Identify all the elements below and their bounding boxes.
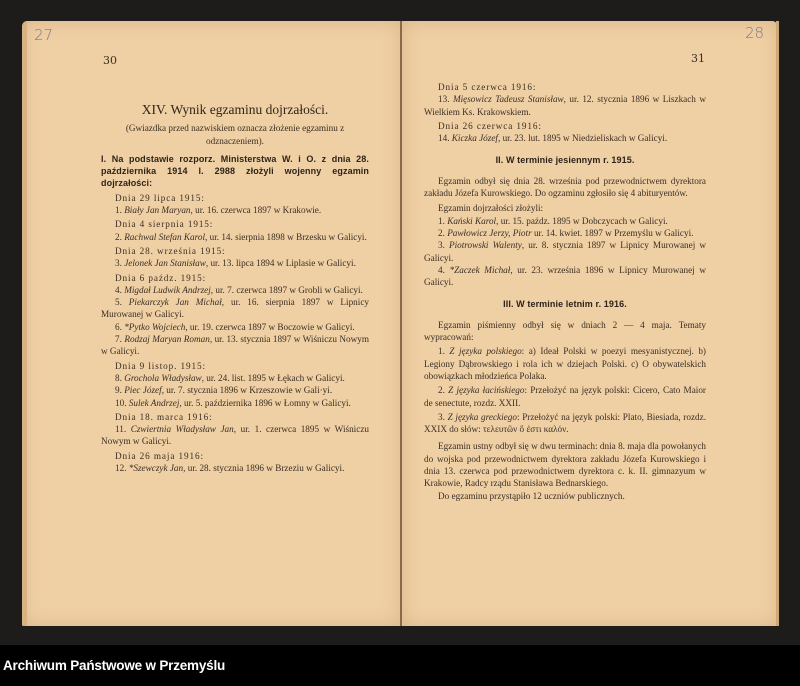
exam-date: Dnia 18. marca 1916: xyxy=(115,411,213,422)
entry-number: 11. xyxy=(115,424,131,435)
topic-subject: Z języka łacińskiego xyxy=(448,385,525,396)
student-name: Grochola Władysław xyxy=(124,372,202,383)
topic-number: 3. xyxy=(438,411,448,422)
right-page-text xyxy=(424,79,706,502)
student-name: Czwiertnia Władysław Jan xyxy=(130,424,234,435)
exam-date: Dnia 26 czerwca 1916: xyxy=(438,120,542,131)
birth-details: ur. 14. kwiet. 1897 w Przemyślu w Galicyi. xyxy=(531,227,694,238)
entry-number: 12. xyxy=(115,463,129,474)
topic-text: : Przełożyć na język polski: Cicero, Cato Maior de senectute, rozdz. XXII. xyxy=(424,385,706,408)
section-3-oral: Egzamin ustny odbył się w dwu terminach: dnia 8. maja dla powołanych do wojska pod przewodnictwem dyrektora zakładu Józefa Kurowskiego i dnia 13. czerwca pod przewodnictwem dyrektora c. k. II. gimnazyum w Krakowie, Radcy rządu Stanisława Bednarskiego. xyxy=(424,441,706,489)
birth-details: , ur. 14. sierpnia 1898 w Brzesku w Galicyi. xyxy=(205,231,367,242)
topic-subject: Z języka polskiego xyxy=(449,346,522,357)
student-name: Rachwal Stefan Karol xyxy=(124,231,205,242)
student-name: Jelonek Jan Stanisław xyxy=(124,258,206,269)
exam-date: Dnia 9 listop. 1915: xyxy=(115,360,206,371)
left-page-edge xyxy=(22,21,27,626)
student-name: Piekarczyk Jan Michał xyxy=(128,297,222,308)
student-name: Mięsowicz Tadeusz Stanisław xyxy=(452,94,564,105)
birth-details: , ur. 23. września 1896 w Lipnicy Murowanej w Galicyi. xyxy=(424,264,707,288)
topic-subject: Z języka greckiego xyxy=(447,411,517,422)
section-2-entries-list xyxy=(424,215,706,289)
title-note: (Gwiazdka przed nazwiskiem oznacza złożenie egzaminu z odznaczeniem). xyxy=(125,123,345,146)
student-entry xyxy=(424,215,706,227)
entry-number: 4. xyxy=(115,284,125,295)
student-name: *Zaczek Michał xyxy=(449,264,511,275)
entry-number: 1. xyxy=(438,215,448,226)
birth-details: , ur. 1. czerwca 1895 w Wiśniczu Nowym w Galicyi. xyxy=(101,424,369,447)
student-name: Biały Jan Maryan xyxy=(124,205,191,216)
entry-number: 5. xyxy=(115,297,129,308)
student-entry xyxy=(101,284,369,296)
exam-date: Dnia 26 maja 1916: xyxy=(115,450,204,461)
section-2-heading: II. W terminie jesiennym r. 1915. xyxy=(495,155,635,166)
section-2-passed: Egzamin dojrzałości złożyli: xyxy=(438,203,544,214)
printed-page-number-right: 31 xyxy=(691,52,705,65)
student-entry xyxy=(101,257,369,269)
birth-details: , ur. 7. stycznia 1896 w Krzeszowie w Gali·yi. xyxy=(161,385,333,396)
entry-number: 4. xyxy=(438,264,450,275)
student-name: *Szewczyk Jan xyxy=(128,463,184,474)
birth-details: , ur. 8. stycznia 1897 w Lipnicy Murowanej w Galicyi. xyxy=(424,240,706,263)
birth-details: , ur. 28. stycznia 1896 w Brzeziu w Galicyi. xyxy=(183,463,345,474)
section-1-heading: I. Na podstawie rozporz. Ministerstwa W. i O. z dnia 28. października 1914 l. 2988 złożyli wojenny egzamin dojrzałości: xyxy=(101,153,369,189)
birth-details: , ur. 15. paźdz. 1895 w Dobczycach w Galicyi. xyxy=(496,215,668,226)
entry-number: 7. xyxy=(115,334,125,345)
student-entry xyxy=(101,384,369,396)
left-entries-list xyxy=(101,192,369,475)
birth-details: , ur. 13. lipca 1894 w Liplasie w Galicyi. xyxy=(205,258,356,269)
student-entry xyxy=(101,321,369,333)
section-3-written: Egzamin piśmienny odbył się w dniach 2 — 4 maja. Tematy wypracowań: xyxy=(424,319,706,343)
student-entry xyxy=(101,333,369,358)
topic-text: : Przełożyć na język polski: Plato, Biesiada, rozdz. XXIX do słów: τελευτῶν ὅ ἐστι καλόν. xyxy=(424,411,706,435)
student-entry xyxy=(101,296,369,321)
birth-details: , ur. 23. lut. 1895 w Niedzieliskach w Galicyi. xyxy=(497,133,668,144)
entry-number: 10. xyxy=(115,397,129,408)
entry-number: 13. xyxy=(438,94,453,105)
student-entry xyxy=(424,264,706,289)
entry-number: 2. xyxy=(115,231,125,242)
student-name: Piec Józef xyxy=(124,385,162,396)
archive-caption: Archiwum Państwowe w Przemyślu xyxy=(3,658,226,673)
birth-details: , ur. 16. czerwca 1897 w Krakowie. xyxy=(190,205,322,216)
section-2-intro: Egzamin odbył się dnia 28. września pod przewodnictwem dyrektora zakładu Józefa Kurowskiego. Do ogzaminu zgłosiło się 4 abituryentów. xyxy=(424,175,706,199)
topic-number: 1. xyxy=(438,346,450,357)
student-entry xyxy=(424,93,706,118)
student-name: Migdał Ludwik Andrzej xyxy=(124,284,211,295)
birth-details: , ur. 12. stycznia 1896 w Liszkach w Wielkiem Ks. Krakowskiem. xyxy=(424,94,706,117)
student-name: Rodzaj Maryan Roman xyxy=(124,334,210,345)
birth-details: , ur. 19. czerwca 1897 w Boczowie w Galicyi. xyxy=(185,321,355,332)
birth-details: , ur. 16. sierpnia 1897 w Lipnicy Murowanej w Galicyi. xyxy=(101,297,369,320)
student-name: Pawłowicz Jerzy, Piotr xyxy=(447,227,532,238)
entry-number: 9. xyxy=(115,385,125,396)
exam-topic xyxy=(424,411,706,436)
student-entry xyxy=(424,239,706,264)
book-spine xyxy=(400,21,402,626)
archive-caption-bar xyxy=(0,645,800,686)
exam-date: Dnia 29 lipca 1915: xyxy=(115,192,205,203)
student-entry xyxy=(101,372,369,384)
entry-number: 2. xyxy=(438,227,448,238)
printed-page-number-left: 30 xyxy=(103,54,117,67)
topics-list xyxy=(424,345,706,435)
handwritten-page-number-right: 28 xyxy=(745,24,765,42)
student-name: *Pytko Wojciech xyxy=(124,321,186,332)
entry-number: 14. xyxy=(438,133,452,144)
entry-number: 3. xyxy=(115,258,125,269)
student-entry xyxy=(101,462,369,474)
exam-topic xyxy=(424,345,706,382)
entry-number: 8. xyxy=(115,372,125,383)
exam-date: Dnia 28. września 1915: xyxy=(115,245,226,256)
birth-details: , ur. 5. października 1896 w Łomny w Galicyi. xyxy=(179,397,351,408)
exam-date: Dnia 5 czerwca 1916: xyxy=(438,82,537,92)
topic-text: : a) Ideał Polski w poezyi mesyanistycznej. b) Legiony Dąbrowskiego i rola ich w dziejach Polski. c) O obywatelskich obowiązkach młodzieńca Polaka. xyxy=(424,346,706,381)
exam-date: Dnia 6 paźdz. 1915: xyxy=(115,272,207,283)
birth-details: , ur. 13. stycznia 1897 w Wiśniczu Nowym w Galicyi. xyxy=(101,334,369,357)
section-3-heading: III. W terminie letnim r. 1916. xyxy=(503,299,627,310)
birth-details: , ur. 7. czerwca 1897 w Grobli w Galicyi. xyxy=(210,284,363,295)
handwritten-page-number-left: 27 xyxy=(34,26,54,44)
exam-topic xyxy=(424,384,706,409)
student-entry xyxy=(424,132,706,144)
entry-number: 6. xyxy=(115,321,125,332)
left-page-text xyxy=(101,104,369,474)
exam-date: Dnia 4 sierpnia 1915: xyxy=(115,219,214,230)
topic-number: 2. xyxy=(438,385,449,396)
student-name: Piotrowski Walenty xyxy=(449,240,522,251)
entry-number: 3. xyxy=(438,240,449,251)
student-entry xyxy=(101,231,369,243)
student-entry xyxy=(101,423,369,448)
section-3-total: Do egzaminu przystąpiło 12 uczniów publicznych. xyxy=(438,490,625,501)
student-entry xyxy=(101,397,369,409)
student-name: Kiczka Józef xyxy=(451,133,498,144)
entry-number: 1. xyxy=(115,205,125,216)
student-name: Sulek Andrzej xyxy=(128,397,180,408)
page-title: XIV. Wynik egzaminu dojrzałości. xyxy=(141,102,329,117)
right-page-edge xyxy=(776,21,779,626)
student-entry xyxy=(101,204,369,216)
right-entries-list xyxy=(424,81,706,144)
student-entry xyxy=(424,227,706,239)
student-name: Kański Karol xyxy=(447,215,497,226)
birth-details: , ur. 24. list. 1895 w Łękach w Galicyi. xyxy=(201,372,345,383)
